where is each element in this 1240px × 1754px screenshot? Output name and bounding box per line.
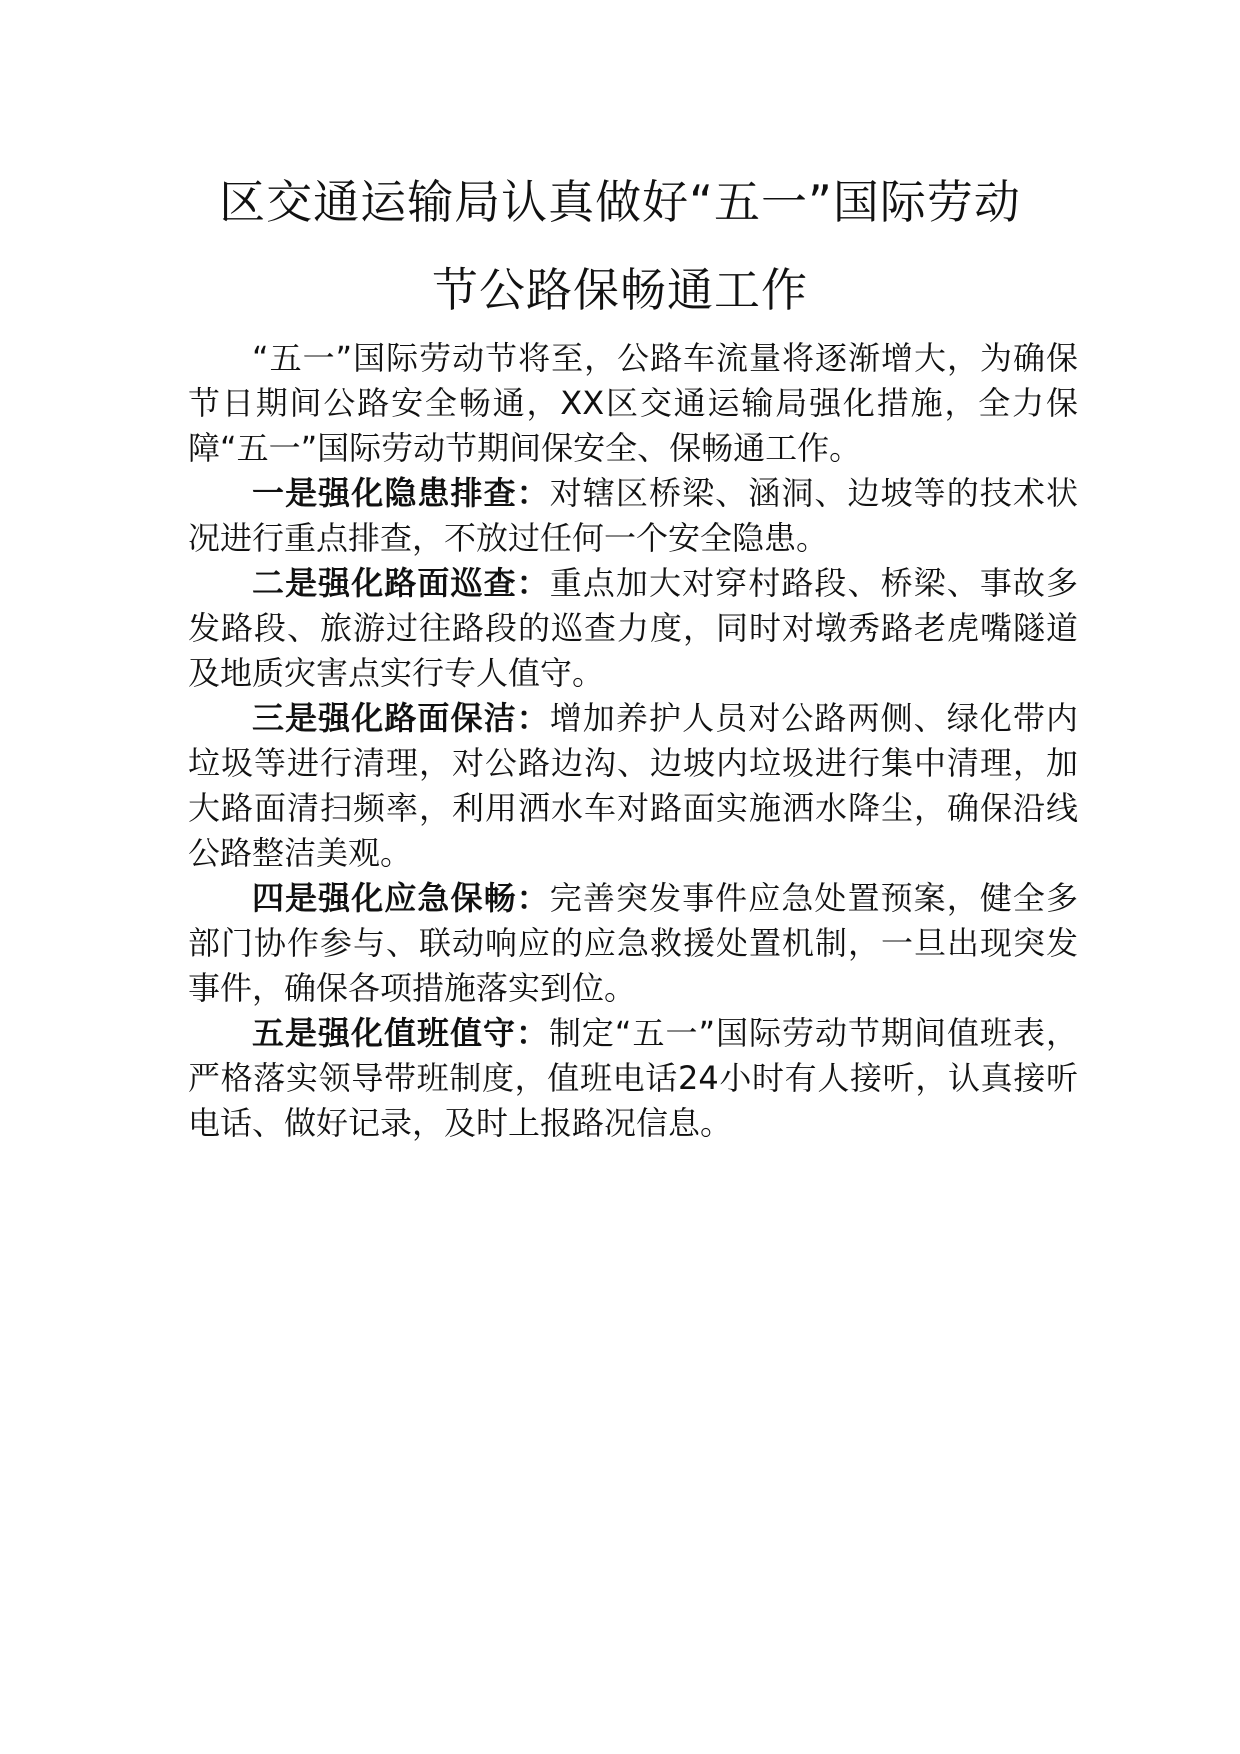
paragraph-lead: 二是强化路面巡查： xyxy=(252,564,550,602)
paragraph-text: 增加养护人员对公路两侧、绿化带内垃圾等进行清理，对公路边沟、边坡内垃圾进行集中清理，加大路面清扫频率，利用洒水车对路面实施洒水降尘，确保沿线公路整洁美观。 xyxy=(188,699,1078,872)
paragraph-item-3 xyxy=(188,696,1078,876)
paragraph-item-4 xyxy=(188,876,1078,1011)
paragraph-lead: 五是强化值班值守： xyxy=(252,1014,549,1052)
paragraph-text: 完善突发事件应急处置预案，健全多部门协作参与、联动响应的应急救援处置机制，一旦出现突发事件，确保各项措施落实到位。 xyxy=(188,879,1078,1007)
paragraph-lead: 一是强化隐患排查： xyxy=(252,474,550,512)
paragraph-item-2 xyxy=(188,561,1078,696)
paragraph-text: 制定“五一”国际劳动节期间值班表，严格落实领导带班制度，值班电话24小时有人接听，认真接听电话、做好记录，及时上报路况信息。 xyxy=(188,1014,1078,1142)
paragraph-item-1 xyxy=(188,471,1078,561)
paragraph-lead: 四是强化应急保畅： xyxy=(252,879,550,917)
paragraph-text: 对辖区桥梁、涵洞、边坡等的技术状况进行重点排查，不放过任何一个安全隐患。 xyxy=(188,474,1078,557)
document-title-line-1: 区交通运输局认真做好“五一”国际劳动 xyxy=(219,175,1021,229)
paragraph-text: “五一”国际劳动节将至，公路车流量将逐渐增大，为确保节日期间公路安全畅通，XX区交通运输局强化措施，全力保障“五一”国际劳动节期间保安全、保畅通工作。 xyxy=(188,339,1078,467)
document-title-line-2: 节公路保畅通工作 xyxy=(432,263,808,317)
paragraph-lead: 三是强化路面保洁： xyxy=(252,699,550,737)
paragraph-item-5 xyxy=(188,1011,1078,1146)
paragraph-text: 重点加大对穿村路段、桥梁、事故多发路段、旅游过往路段的巡查力度，同时对墩秀路老虎嘴隧道及地质灾害点实行专人值守。 xyxy=(188,564,1078,692)
document-body xyxy=(188,336,1078,1146)
paragraph-intro xyxy=(188,336,1078,471)
